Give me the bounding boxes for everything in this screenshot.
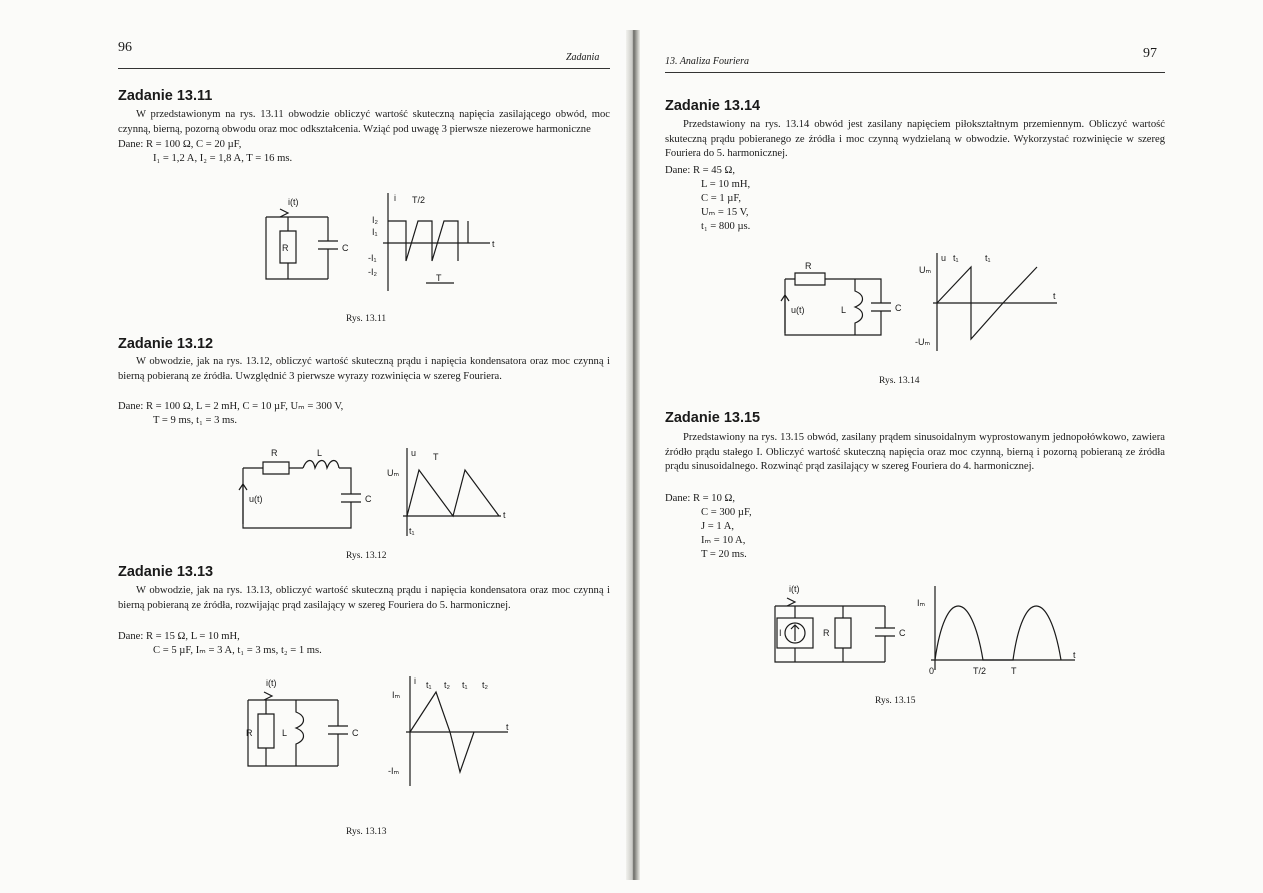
task-13-12-given-2: T = 9 ms, t₁ = 3 ms. — [153, 415, 238, 426]
fig12-t-label: t — [503, 510, 506, 520]
book-gutter — [626, 30, 640, 880]
fig13-C-label: C — [352, 728, 359, 738]
task-13-12-text: W obwodzie, jak na rys. 13.12, obliczyć wartość skuteczną prądu i napięcia kondensatora oraz moc czynną i bierną pobieraną ze źródła. Uwzględnić 3 pierwsze wyrazy rozwinięcia w szereg Fouriera. — [118, 356, 610, 382]
fig12-R-label: R — [271, 448, 278, 458]
fig11-T-label: T — [436, 273, 442, 283]
fig15-Im-label: Iₘ — [917, 598, 926, 608]
fig12-L-label: L — [317, 448, 323, 458]
fig11-t2-label: T/2 — [412, 195, 426, 205]
page-number-left: 96 — [118, 40, 132, 55]
fig14-R-label: R — [805, 261, 812, 271]
fig14-t1a-label: t₁ — [953, 253, 959, 263]
caption-13-14: Rys. 13.14 — [879, 376, 920, 386]
fig13-t2b-label: t₂ — [482, 680, 488, 690]
task-13-14-given-1: Dane: R = 45 Ω, — [665, 165, 736, 176]
task-13-13-text: W obwodzie, jak na rys. 13.13, obliczyć wartość skuteczną prądu i napięcia kondensatora oraz moc czynną i bierną pobieraną ze źródła, rozwijając prąd zasilający w szereg Fouriera do 5. harmonicznej. — [118, 585, 610, 611]
fig14-u-axis: u — [941, 253, 947, 263]
fig15-T-label: T — [1011, 666, 1017, 676]
task-13-11-given-1: Dane: R = 100 Ω, C = 20 µF, — [118, 139, 242, 150]
fig11-mI2-label: -I₂ — [368, 267, 377, 277]
fig12-C-label: C — [365, 494, 372, 504]
fig12-t1-label: t₁ — [409, 526, 415, 536]
fig11-t-label: t — [492, 239, 495, 249]
fig12-Um-label: Uₘ — [387, 468, 400, 478]
fig14-t-label: t — [1053, 291, 1056, 301]
task-13-14-given-5: t₁ = 800 µs. — [701, 221, 751, 232]
fig11-c-label: C — [342, 243, 349, 253]
figure-13-13 — [238, 674, 518, 789]
task-13-14-text: Przedstawiony na rys. 13.14 obwód jest zasilany napięciem piłokształtnym przemiennym. Obliczyć wartość skuteczną prądu pobieranego ze źródła i moc czynną wydzielaną w obwodzie. Wykorzystać rozwinięcie w szereg Fouriera do 5. harmonicznej. — [665, 119, 1165, 159]
fig13-i-label: i(t) — [266, 678, 277, 688]
fig11-I1-label: I₁ — [372, 227, 378, 237]
fig12-u-label: u(t) — [249, 494, 263, 504]
fig11-i-axis: i — [394, 193, 396, 203]
fig13-mIm-label: -Iₘ — [388, 766, 400, 776]
fig15-T2-label: T/2 — [973, 666, 987, 676]
fig15-t-label: t — [1073, 650, 1076, 660]
task-13-15-given-5: T = 20 ms. — [701, 549, 747, 560]
caption-13-12: Rys. 13.12 — [346, 551, 387, 561]
header-rule-right — [665, 72, 1165, 73]
fig15-i-label: i(t) — [789, 584, 800, 594]
figure-13-14 — [775, 251, 1065, 356]
fig12-T-label: T — [433, 452, 439, 462]
page-number-right: 97 — [1143, 46, 1157, 61]
task-13-15-given-3: J = 1 A, — [701, 521, 735, 532]
task-13-14-given-3: C = 1 µF, — [701, 193, 742, 204]
task-13-13-given-2: C = 5 µF, Iₘ = 3 A, t₁ = 3 ms, t₂ = 1 ms. — [153, 645, 322, 656]
fig15-C-label: C — [899, 628, 906, 638]
fig14-u-label: u(t) — [791, 305, 805, 315]
fig14-C-label: C — [895, 303, 902, 313]
figure-13-11 — [258, 191, 498, 296]
fig14-mUm-label: -Uₘ — [915, 337, 931, 347]
task-13-12-title: Zadanie 13.12 — [118, 336, 214, 352]
running-head-right: 13. Analiza Fouriera — [665, 56, 749, 67]
task-13-13-title: Zadanie 13.13 — [118, 564, 214, 580]
task-13-15-given-4: Iₘ = 10 A, — [701, 535, 746, 546]
task-13-11-title: Zadanie 13.11 — [118, 88, 213, 104]
task-13-15-given-2: C = 300 µF, — [701, 507, 752, 518]
fig14-Um-label: Uₘ — [919, 265, 932, 275]
fig14-L-label: L — [841, 305, 847, 315]
caption-13-11: Rys. 13.11 — [346, 314, 387, 324]
task-13-15-given-1: Dane: R = 10 Ω, — [665, 493, 736, 504]
task-13-14-title: Zadanie 13.14 — [665, 98, 761, 114]
task-13-14-given-4: Uₘ = 15 V, — [701, 207, 749, 218]
figure-13-12 — [233, 446, 513, 541]
header-rule — [118, 68, 610, 69]
fig14-t1b-label: t₁ — [985, 253, 991, 263]
caption-13-13: Rys. 13.13 — [346, 827, 387, 837]
running-head-left: Zadania — [566, 52, 600, 63]
fig13-t-label: t — [506, 722, 509, 732]
fig11-I2-label: I₂ — [372, 215, 378, 225]
fig13-i-axis: i — [414, 676, 416, 686]
task-13-14-given-2: L = 10 mH, — [701, 179, 751, 190]
task-13-12-given-1: Dane: R = 100 Ω, L = 2 mH, C = 10 µF, Uₘ = 300 V, — [118, 401, 344, 412]
task-13-13-given-1: Dane: R = 15 Ω, L = 10 mH, — [118, 631, 240, 642]
task-13-11-given-2: I₁ = 1,2 A, I₂ = 1,8 A, T = 16 ms. — [153, 153, 293, 164]
fig13-t2a-label: t₂ — [444, 680, 450, 690]
fig15-R-label: R — [823, 628, 830, 638]
fig13-Im-label: Iₘ — [392, 690, 401, 700]
fig13-t1b-label: t₁ — [462, 680, 468, 690]
fig11-i-label: i(t) — [288, 197, 299, 207]
task-13-11-text: W przedstawionym na rys. 13.11 obwodzie obliczyć wartość skuteczną napięcia zasilającego obwód, moc czynną, bierną, pozorną obwodu oraz moc odkształcenia. Wziąć pod uwagę 3 pierwsze niezerowe harmoniczne — [118, 109, 610, 135]
fig15-zero-label: 0 — [929, 666, 935, 676]
fig13-t1a-label: t₁ — [426, 680, 432, 690]
figure-13-15 — [765, 578, 1085, 678]
fig15-I-label: I — [779, 628, 782, 638]
caption-13-15: Rys. 13.15 — [875, 696, 916, 706]
fig11-r-label: R — [282, 243, 289, 253]
fig13-L-label: L — [282, 728, 288, 738]
fig12-u-axis: u — [411, 448, 417, 458]
task-13-15-text: Przedstawiony na rys. 13.15 obwód, zasilany prądem sinusoidalnym wyprostowanym jednopołówkowo, zawiera źródło prądu stałego I. Obliczyć wartość skuteczną napięcia oraz moc czynną, bierną i pozorną pobieraną ze źródła prądu sinusoidalnego. Rozwinąć prąd zasilający w szereg Fouriera do 4. harmonicznej. — [665, 432, 1165, 472]
fig13-R-label: R — [246, 728, 253, 738]
task-13-15-title: Zadanie 13.15 — [665, 410, 761, 426]
fig11-mI1-label: -I₁ — [368, 253, 377, 263]
